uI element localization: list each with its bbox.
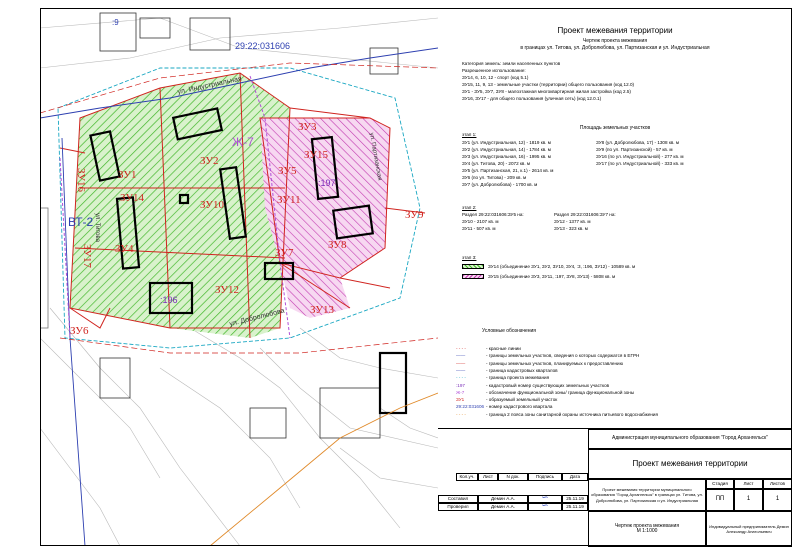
stage3-item-1-label: ЗУ14 (объединение ЗУ1, ЗУ2, ЗУ10, ЗУ4, :3, :196, ЗУ12) - 10589 кв. м [488, 264, 636, 269]
sheet-value: 1 [734, 489, 763, 511]
allowed-use-1: ЗУ14, 6, 10, 12 - спорт (код 5.1) [462, 75, 529, 80]
stage2-right-1: ЗУ12 - 1377 кв. м [554, 219, 591, 224]
legend-symbol: ЗУ1 [456, 397, 465, 403]
project-description: Проект межевания территории муниципального образования "Город Архангельск" в границах ул. Титова, ул. Добролюбова, ул. Партизанская и ул. Индустриальная [588, 479, 706, 511]
made-date: 25.11.19 [562, 495, 588, 503]
parcel-196-label: :196 [160, 295, 178, 305]
sheet-frame [40, 8, 792, 546]
col-sheet: Лист [478, 473, 498, 481]
stage1-left-6: ЗУ6 (по ул. Титова) - 209 кв. м [462, 175, 527, 180]
stage1-label: этап 1: [462, 132, 477, 137]
plot-label-zu9: ЗУ9 [405, 209, 424, 221]
col-qty: Кол.уч. [456, 473, 478, 481]
legend-label: - граница 2 пояса зоны санитарной охраны источника питьевого водоснабжения [486, 411, 658, 417]
stage2-right-2: ЗУ13 - 323 кв. м [554, 226, 588, 231]
col-doc: N док. [498, 473, 528, 481]
drawing-name: Чертеж проекта межевания [614, 522, 680, 529]
street-partizanskaya-label: ул. Партизанская [368, 132, 383, 182]
allowed-use-header: Разрешенное использование: [462, 68, 526, 73]
stage2-left-2: ЗУ11 - 507 кв. м [462, 226, 496, 231]
legend-symbol: - - - - [456, 411, 466, 417]
plot-label-zu11: ЗУ11 [277, 194, 301, 206]
plot-label-zu4: ЗУ4 [115, 243, 134, 255]
stage1-left-4: ЗУ4 (ул. Титова, 20) - 2072 кв. м [462, 161, 531, 166]
stage1-left-7: ЗУ7 (ул. Добролюбова) - 1700 кв. м [462, 182, 538, 187]
legend-label: - красные линии [486, 346, 521, 351]
street-titova-label: ул. Титова [94, 213, 100, 242]
project-title: Проект межевания территории [588, 449, 792, 479]
legend-symbol: —— [456, 353, 466, 359]
drawing-scale: М 1:1000 [636, 528, 658, 534]
legend-header: Условные обозначения [482, 328, 537, 334]
cadastral-block-label: 29:22:031606 [235, 41, 291, 51]
plot-label-zu1: ЗУ1 [118, 169, 137, 181]
plot-label-zu14: ЗУ14 [120, 192, 145, 204]
legend-label: - обозначение функциональной зоны/ граница функциональной зоны [486, 389, 635, 395]
zone-label-left: ВТ-2 [68, 215, 94, 229]
allowed-use-3: ЗУ1 - ЗУ5, ЗУ7, ЗУ8 - малоэтажная многоквартирная жилая застройка (код 2.5) [462, 89, 631, 94]
stage2-left-header: Раздел 29:22:031606:ЗУ5 на: [462, 212, 524, 217]
street-industrial-label: ул. Индустриальная [176, 75, 243, 96]
signature-mark: ∽ [541, 495, 549, 503]
plot-label-zu10: ЗУ10 [200, 199, 225, 211]
land-category: Категория земель: земли населенных пунктов [462, 61, 561, 66]
plot-label-zu8: ЗУ8 [328, 239, 347, 251]
stage2-left-1: ЗУ10 - 2107 кв. м [462, 219, 499, 224]
stage1-right-2: ЗУ9 (по ул. Партизанской) - 57 кв. м [596, 147, 673, 152]
zone-label: Ж-7 [232, 135, 254, 149]
panel-title: Проект межевания территории [557, 26, 673, 35]
plot-label-zu5: ЗУ5 [278, 165, 297, 177]
made-role: Составил [438, 495, 478, 503]
stage1-left-1: ЗУ1 (ул. Индустриальная, 12) - 1819 кв. м [462, 140, 551, 145]
stage2-right-header: Раздел 29:22:031606:ЗУ7 на: [554, 212, 616, 217]
legend-symbol: :197 [456, 382, 465, 388]
street-dobrolubova-label: ул. Добролюбова [228, 307, 286, 328]
org-name: Администрация муниципального образования "Город Архангельск" [588, 429, 792, 449]
legend-label: - границы земельных участков, планируемых к предоставлению [486, 360, 624, 366]
stage1-left-5: ЗУ5 (ул. Партизанская, 21, к.1) - 2614 кв. м [462, 168, 554, 173]
plot-label-zu12: ЗУ12 [215, 284, 240, 296]
made-name: Демин А.А. [478, 495, 528, 503]
stage1-right-1: ЗУ8 (ул. Добролюбова, 17) - 1308 кв. м [596, 140, 679, 145]
plot-label-zu13: ЗУ13 [310, 304, 335, 316]
sheets-header: Листов [763, 479, 792, 489]
legend-label: - номер кадастрового квартала [486, 404, 553, 410]
stage-value: ПП [706, 489, 734, 511]
plot-label-zu6: ЗУ6 [70, 325, 89, 337]
entrepreneur: Индивидуальный предприниматель Демин Александр Анатольевич [706, 511, 792, 547]
stage1-left-2: ЗУ2 (ул. Индустриальная, 14) - 1784 кв. м [462, 147, 551, 152]
legend-symbol: - - - - [456, 346, 466, 351]
plot-label-zu17: ЗУ17 [81, 244, 93, 269]
check-name: Демин А.А. [478, 503, 528, 511]
plot-label-zu15: ЗУ15 [304, 149, 329, 161]
areas-header: Площадь земельных участков [579, 125, 651, 131]
col-sign: Подпись [528, 473, 562, 481]
legend-label: - граница проекта межевания [486, 375, 550, 381]
sheet-header: Лист [734, 479, 763, 489]
panel-subtitle-1: Чертеж проекта межевания [582, 38, 648, 44]
stage2-label: этап 2: [462, 205, 477, 210]
plot-label-zu2: ЗУ2 [200, 155, 219, 167]
stage1-right-4: ЗУ17 (по ул. Индустриальной) - 333 кв. м [596, 161, 684, 166]
stage1-left-3: ЗУ3 (ул. Индустриальная, 16) - 1995 кв. м [462, 154, 551, 159]
plot-label-zu16: ЗУ16 [75, 168, 87, 193]
stage3-label: этап 3: [462, 255, 477, 260]
cadastral-block-top-label: :9 [112, 18, 119, 27]
allowed-use-2: ЗУ15, 11, 9, 13 - земельные участки (территории) общего пользования (код 12.0) [462, 82, 635, 87]
sheets-value: 1 [763, 489, 792, 511]
legend-symbol: —— [456, 360, 466, 366]
signature-mark-2: ∽ [541, 503, 549, 511]
parcel-197-label: :197 [318, 178, 336, 188]
legend-symbol: —— [456, 367, 466, 373]
panel-subtitle-2: в границах ул. Титова, ул. Добролюбова, ул. Партизанская и ул. Индустриальная [520, 45, 710, 51]
allowed-use-4: ЗУ16, ЗУ17 - для общего пользования (уличная сеть) (код 12.0.1) [462, 96, 602, 101]
legend-label: - граница кадастровых кварталов [486, 367, 558, 373]
legend-label: - границы земельных участков, сведения о которых содержатся в ЕГРН [486, 353, 640, 359]
plot-label-zu3: ЗУ3 [298, 121, 317, 133]
check-role: Проверил [438, 503, 478, 511]
legend-symbol: 29:22:031606 [456, 404, 485, 410]
plot-label-zu7: ЗУ7 [275, 247, 294, 259]
legend-label: - кадастровый номер существующих земельных участков [486, 382, 610, 388]
stage1-right-3: ЗУ16 (по ул. Индустриальной) - 277 кв. м [596, 154, 684, 159]
col-date: Дата [562, 473, 588, 481]
stage3-item-2-label: ЗУ15 (объединение ЗУ3, ЗУ11, :197, ЗУ8, ЗУ13) - 5808 кв. м [488, 274, 616, 279]
check-date: 25.11.19 [562, 503, 588, 511]
legend-symbol: Ж-7 [456, 389, 465, 395]
stage-header: Стадия [706, 479, 734, 489]
legend-symbol: - - - - [456, 375, 466, 381]
legend-label: - образуемый земельный участок [486, 397, 558, 403]
